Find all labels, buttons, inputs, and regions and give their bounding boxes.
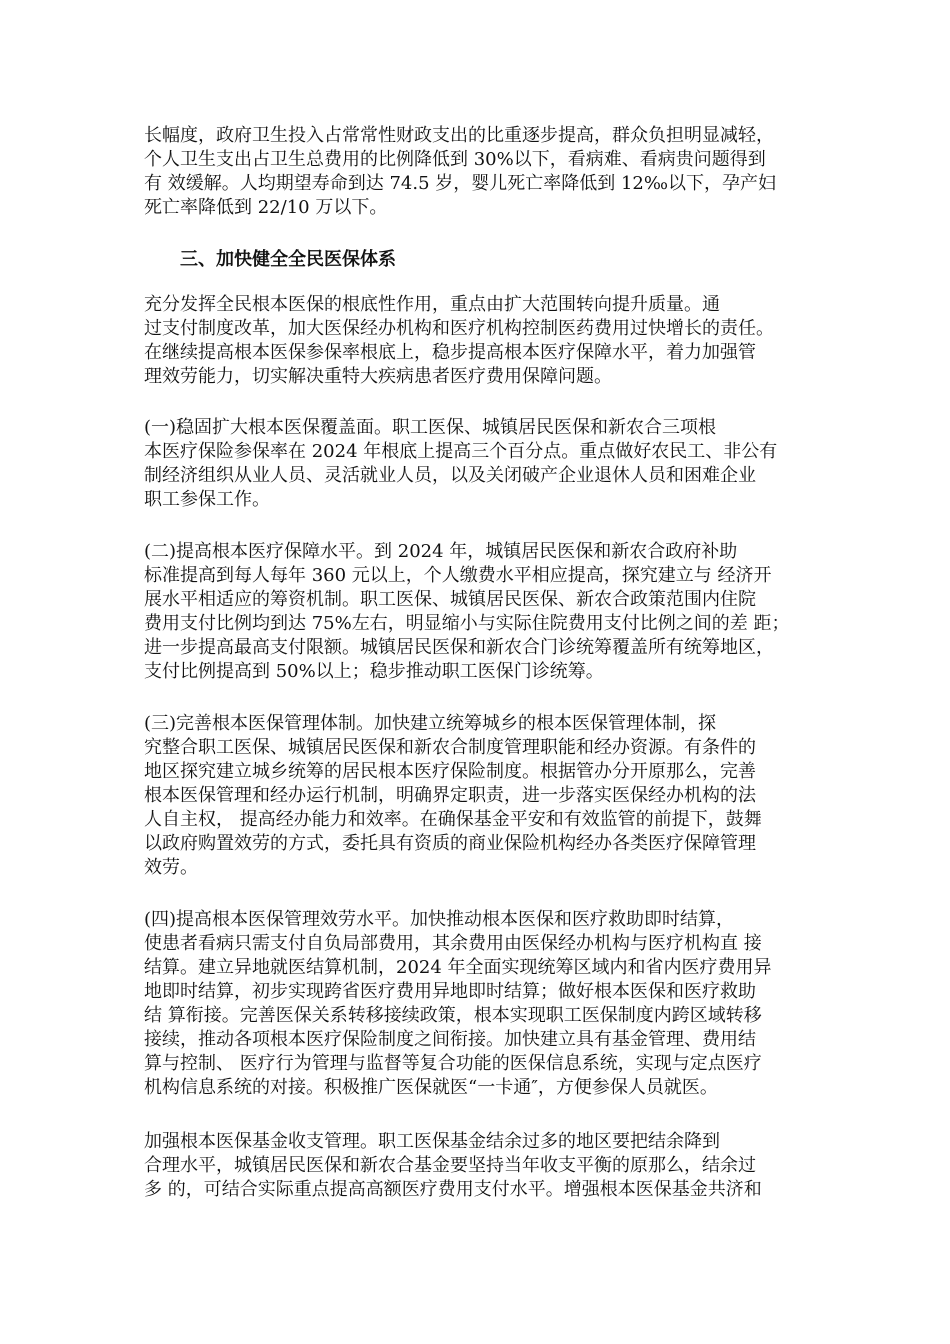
text-line: 制经济组织从业人员、灵活就业人员，以及关闭破产企业退休人员和困难企业 <box>144 465 756 486</box>
text-line: 本医疗保险参保率在 2024 年根底上提高三个百分点。重点做好农民工、非公有 <box>144 441 778 462</box>
text-line: 结 算衔接。完善医保关系转移接续政策，根本实现职工医保制度内跨区域转移 <box>144 1005 762 1026</box>
paragraph-overview <box>144 293 804 389</box>
text-line: 人自主权， 提高经办能力和效率。在确保基金平安和有效监管的前提下，鼓舞 <box>144 809 762 830</box>
intro-paragraph <box>144 124 804 220</box>
paragraph-fund-management <box>144 1130 804 1202</box>
text-line: 地即时结算，初步实现跨省医疗费用异地即时结算；做好根本医保和医疗救助 <box>144 981 756 1002</box>
text-line: 加强根本医保基金收支管理。职工医保基金结余过多的地区要把结余降到 <box>144 1131 720 1152</box>
text-line: 机构信息系统的对接。积极推广医保就医“一卡通″，方便参保人员就医。 <box>144 1077 718 1098</box>
paragraph-item-4 <box>144 908 804 1100</box>
text-line: 支付比例提高到 50%以上；稳步推动职工医保门诊统筹。 <box>144 661 604 682</box>
text-line: 接续，推动各项根本医疗保险制度之间衔接。加快建立具有基金管理、费用结 <box>144 1029 756 1050</box>
text-line: (二)提高根本医疗保障水平。到 2024 年，城镇居民医保和新农合政府补助 <box>144 541 738 562</box>
text-line: 理效劳能力，切实解决重特大疾病患者医疗费用保障问题。 <box>144 366 612 387</box>
text-line: 有 效缓解。人均期望寿命到达 74.5 岁，婴儿死亡率降低到 12‰以下，孕产妇 <box>144 173 777 194</box>
text-line: 地区探究建立城乡统筹的居民根本医疗保险制度。根据管办分开原那么，完善 <box>144 761 756 782</box>
text-line: 展水平相适应的筹资机制。职工医保、城镇居民医保、新农合政策范围内住院 <box>144 589 756 610</box>
text-line: 效劳。 <box>144 857 198 878</box>
text-line: 长幅度，政府卫生投入占常常性财政支出的比重逐步提高，群众负担明显减轻， <box>144 125 774 146</box>
section-heading: 三、加快健全全民医保体系 <box>180 249 396 270</box>
paragraph-item-2 <box>144 540 804 684</box>
text-line: 算与控制、 医疗行为管理与监督等复合功能的医保信息系统，实现与定点医疗 <box>144 1053 762 1074</box>
text-line: 职工参保工作。 <box>144 489 270 510</box>
text-line: 使患者看病只需支付自负局部费用，其余费用由医保经办机构与医疗机构直 接 <box>144 933 762 954</box>
text-line: 合理水平，城镇居民医保和新农合基金要坚持当年收支平衡的原那么，结余过 <box>144 1155 756 1176</box>
text-line: (一)稳固扩大根本医保覆盖面。职工医保、城镇居民医保和新农合三项根 <box>144 417 717 438</box>
text-line: 结算。建立异地就医结算机制，2024 年全面实现统筹区域内和省内医疗费用异 <box>144 957 772 978</box>
text-line: 过支付制度改革，加大医保经办机构和医疗机构控制医药费用过快增长的责任。 <box>144 318 774 339</box>
text-line: (三)完善根本医保管理体制。加快建立统筹城乡的根本医保管理体制，探 <box>144 713 717 734</box>
text-line: 充分发挥全民根本医保的根底性作用，重点由扩大范围转向提升质量。通 <box>144 294 720 315</box>
text-line: 根本医保管理和经办运行机制，明确界定职责，进一步落实医保经办机构的法 <box>144 785 756 806</box>
text-line: 费用支付比例均到达 75%左右，明显缩小与实际住院费用支付比例之间的差 距； <box>144 613 790 634</box>
text-line: 死亡率降低到 22/10 万以下。 <box>144 197 388 218</box>
text-line: 个人卫生支出占卫生总费用的比例降低到 30%以下，看病难、看病贵问题得到 <box>144 149 766 170</box>
text-line: (四)提高根本医保管理效劳水平。加快推动根本医保和医疗救助即时结算， <box>144 909 735 930</box>
text-line: 多 的，可结合实际重点提高高额医疗费用支付水平。增强根本医保基金共济和 <box>144 1179 762 1200</box>
paragraph-item-1 <box>144 416 804 512</box>
paragraph-item-3 <box>144 712 804 880</box>
text-line: 在继续提高根本医保参保率根底上，稳步提高根本医疗保障水平，着力加强管 <box>144 342 756 363</box>
text-line: 究整合职工医保、城镇居民医保和新农合制度管理职能和经办资源。有条件的 <box>144 737 756 758</box>
text-line: 标准提高到每人每年 360 元以上，个人缴费水平相应提高，探究建立与 经济开 <box>144 565 772 586</box>
text-line: 进一步提高最高支付限额。城镇居民医保和新农合门诊统筹覆盖所有统筹地区， <box>144 637 774 658</box>
text-line: 以政府购置效劳的方式，委托具有资质的商业保险机构经办各类医疗保障管理 <box>144 833 756 854</box>
